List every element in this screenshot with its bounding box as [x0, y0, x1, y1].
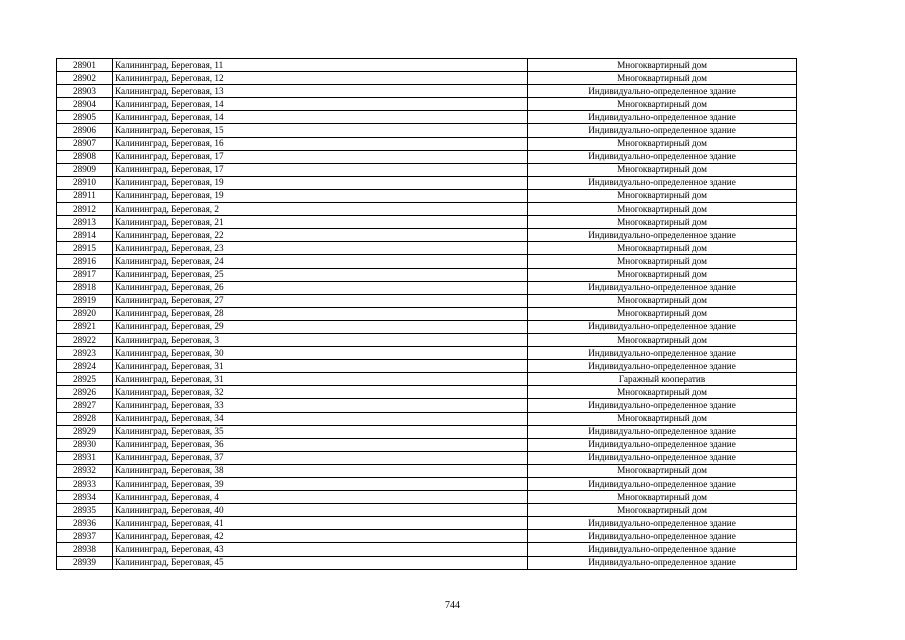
building-type-cell: Индивидуально-определенное здание [528, 425, 797, 438]
building-type-cell: Многоквартирный дом [528, 307, 797, 320]
table-row [57, 438, 797, 451]
row-id-cell: 28910 [57, 176, 113, 189]
address-cell: Калининград, Береговая, 14 [113, 98, 528, 111]
building-type-cell: Многоквартирный дом [528, 59, 797, 72]
address-cell: Калининград, Береговая, 29 [113, 320, 528, 333]
address-cell: Калининград, Береговая, 25 [113, 268, 528, 281]
address-cell: Калининград, Береговая, 19 [113, 176, 528, 189]
address-cell: Калининград, Береговая, 3 [113, 333, 528, 346]
building-type-cell: Многоквартирный дом [528, 98, 797, 111]
address-cell: Калининград, Береговая, 26 [113, 281, 528, 294]
address-cell: Калининград, Береговая, 22 [113, 229, 528, 242]
address-cell: Калининград, Береговая, 45 [113, 556, 528, 569]
row-id-cell: 28916 [57, 255, 113, 268]
table-row [57, 59, 797, 72]
address-cell: Калининград, Береговая, 42 [113, 530, 528, 543]
address-cell: Калининград, Береговая, 17 [113, 163, 528, 176]
row-id-cell: 28930 [57, 438, 113, 451]
building-type-cell: Многоквартирный дом [528, 203, 797, 216]
building-type-cell: Индивидуально-определенное здание [528, 320, 797, 333]
row-id-cell: 28915 [57, 242, 113, 255]
table-row [57, 163, 797, 176]
table-row [57, 268, 797, 281]
address-cell: Калининград, Береговая, 39 [113, 478, 528, 491]
table-row [57, 451, 797, 464]
building-type-cell: Индивидуально-определенное здание [528, 347, 797, 360]
building-type-cell: Многоквартирный дом [528, 255, 797, 268]
building-type-cell: Индивидуально-определенное здание [528, 85, 797, 98]
table-row [57, 478, 797, 491]
table-row [57, 242, 797, 255]
row-id-cell: 28912 [57, 203, 113, 216]
registry-table [56, 58, 797, 570]
row-id-cell: 28908 [57, 150, 113, 163]
table-row [57, 176, 797, 189]
building-type-cell: Многоквартирный дом [528, 333, 797, 346]
table-row [57, 111, 797, 124]
table-row [57, 373, 797, 386]
row-id-cell: 28928 [57, 412, 113, 425]
address-cell: Калининград, Береговая, 31 [113, 360, 528, 373]
row-id-cell: 28909 [57, 163, 113, 176]
building-type-cell: Индивидуально-определенное здание [528, 543, 797, 556]
building-type-cell: Индивидуально-определенное здание [528, 556, 797, 569]
table-row [57, 85, 797, 98]
building-type-cell: Индивидуально-определенное здание [528, 438, 797, 451]
address-cell: Калининград, Береговая, 37 [113, 451, 528, 464]
table-row [57, 464, 797, 477]
table-row [57, 255, 797, 268]
row-id-cell: 28931 [57, 451, 113, 464]
building-type-cell: Многоквартирный дом [528, 242, 797, 255]
address-cell: Калининград, Береговая, 2 [113, 203, 528, 216]
building-type-cell: Индивидуально-определенное здание [528, 176, 797, 189]
address-cell: Калининград, Береговая, 16 [113, 137, 528, 150]
address-cell: Калининград, Береговая, 17 [113, 150, 528, 163]
row-id-cell: 28933 [57, 478, 113, 491]
row-id-cell: 28917 [57, 268, 113, 281]
row-id-cell: 28935 [57, 504, 113, 517]
row-id-cell: 28923 [57, 347, 113, 360]
address-cell: Калининград, Береговая, 38 [113, 464, 528, 477]
table-row [57, 543, 797, 556]
table-row [57, 229, 797, 242]
address-cell: Калининград, Береговая, 33 [113, 399, 528, 412]
table-row [57, 399, 797, 412]
address-cell: Калининград, Береговая, 32 [113, 386, 528, 399]
address-cell: Калининград, Береговая, 28 [113, 307, 528, 320]
row-id-cell: 28907 [57, 137, 113, 150]
table-row [57, 504, 797, 517]
page-number: 744 [445, 600, 460, 611]
address-cell: Калининград, Береговая, 14 [113, 111, 528, 124]
building-type-cell: Индивидуально-определенное здание [528, 399, 797, 412]
row-id-cell: 28901 [57, 59, 113, 72]
building-type-cell: Индивидуально-определенное здание [528, 478, 797, 491]
building-type-cell: Многоквартирный дом [528, 464, 797, 477]
row-id-cell: 28906 [57, 124, 113, 137]
building-type-cell: Многоквартирный дом [528, 163, 797, 176]
building-type-cell: Гаражный кооператив [528, 373, 797, 386]
table-row [57, 72, 797, 85]
row-id-cell: 28902 [57, 72, 113, 85]
table-row [57, 320, 797, 333]
registry-table-body [57, 59, 797, 570]
row-id-cell: 28925 [57, 373, 113, 386]
address-cell: Калининград, Береговая, 21 [113, 216, 528, 229]
building-type-cell: Индивидуально-определенное здание [528, 281, 797, 294]
row-id-cell: 28905 [57, 111, 113, 124]
table-row [57, 347, 797, 360]
table-row [57, 203, 797, 216]
address-cell: Калининград, Береговая, 31 [113, 373, 528, 386]
row-id-cell: 28926 [57, 386, 113, 399]
building-type-cell: Многоквартирный дом [528, 386, 797, 399]
row-id-cell: 28934 [57, 491, 113, 504]
table-row [57, 517, 797, 530]
row-id-cell: 28919 [57, 294, 113, 307]
building-type-cell: Многоквартирный дом [528, 189, 797, 202]
row-id-cell: 28927 [57, 399, 113, 412]
building-type-cell: Индивидуально-определенное здание [528, 360, 797, 373]
address-cell: Калининград, Береговая, 19 [113, 189, 528, 202]
address-cell: Калининград, Береговая, 30 [113, 347, 528, 360]
table-row [57, 150, 797, 163]
address-cell: Калининград, Береговая, 13 [113, 85, 528, 98]
row-id-cell: 28918 [57, 281, 113, 294]
building-type-cell: Индивидуально-определенное здание [528, 530, 797, 543]
table-row [57, 124, 797, 137]
building-type-cell: Многоквартирный дом [528, 412, 797, 425]
table-row [57, 189, 797, 202]
table-row [57, 425, 797, 438]
row-id-cell: 28936 [57, 517, 113, 530]
building-type-cell: Многоквартирный дом [528, 72, 797, 85]
address-cell: Калининград, Береговая, 24 [113, 255, 528, 268]
building-type-cell: Индивидуально-определенное здание [528, 111, 797, 124]
building-type-cell: Многоквартирный дом [528, 294, 797, 307]
row-id-cell: 28939 [57, 556, 113, 569]
table-row [57, 530, 797, 543]
row-id-cell: 28903 [57, 85, 113, 98]
table-row [57, 216, 797, 229]
row-id-cell: 28911 [57, 189, 113, 202]
table-row [57, 137, 797, 150]
row-id-cell: 28932 [57, 464, 113, 477]
building-type-cell: Индивидуально-определенное здание [528, 517, 797, 530]
row-id-cell: 28914 [57, 229, 113, 242]
table-row [57, 294, 797, 307]
address-cell: Калининград, Береговая, 34 [113, 412, 528, 425]
building-type-cell: Индивидуально-определенное здание [528, 451, 797, 464]
address-cell: Калининград, Береговая, 4 [113, 491, 528, 504]
building-type-cell: Многоквартирный дом [528, 491, 797, 504]
table-row [57, 360, 797, 373]
table-row [57, 412, 797, 425]
table-row [57, 556, 797, 569]
building-type-cell: Многоквартирный дом [528, 504, 797, 517]
building-type-cell: Многоквартирный дом [528, 268, 797, 281]
address-cell: Калининград, Береговая, 12 [113, 72, 528, 85]
address-cell: Калининград, Береговая, 40 [113, 504, 528, 517]
address-cell: Калининград, Береговая, 23 [113, 242, 528, 255]
address-cell: Калининград, Береговая, 43 [113, 543, 528, 556]
row-id-cell: 28920 [57, 307, 113, 320]
building-type-cell: Индивидуально-определенное здание [528, 229, 797, 242]
row-id-cell: 28924 [57, 360, 113, 373]
row-id-cell: 28921 [57, 320, 113, 333]
table-row [57, 491, 797, 504]
building-type-cell: Многоквартирный дом [528, 137, 797, 150]
address-cell: Калининград, Береговая, 27 [113, 294, 528, 307]
address-cell: Калининград, Береговая, 41 [113, 517, 528, 530]
address-cell: Калининград, Береговая, 15 [113, 124, 528, 137]
row-id-cell: 28929 [57, 425, 113, 438]
table-row [57, 281, 797, 294]
table-row [57, 98, 797, 111]
table-row [57, 307, 797, 320]
address-cell: Калининград, Береговая, 11 [113, 59, 528, 72]
address-cell: Калининград, Береговая, 36 [113, 438, 528, 451]
row-id-cell: 28938 [57, 543, 113, 556]
address-cell: Калининград, Береговая, 35 [113, 425, 528, 438]
row-id-cell: 28904 [57, 98, 113, 111]
row-id-cell: 28937 [57, 530, 113, 543]
building-type-cell: Индивидуально-определенное здание [528, 150, 797, 163]
table-row [57, 386, 797, 399]
row-id-cell: 28922 [57, 333, 113, 346]
table-row [57, 333, 797, 346]
row-id-cell: 28913 [57, 216, 113, 229]
building-type-cell: Многоквартирный дом [528, 216, 797, 229]
building-type-cell: Индивидуально-определенное здание [528, 124, 797, 137]
